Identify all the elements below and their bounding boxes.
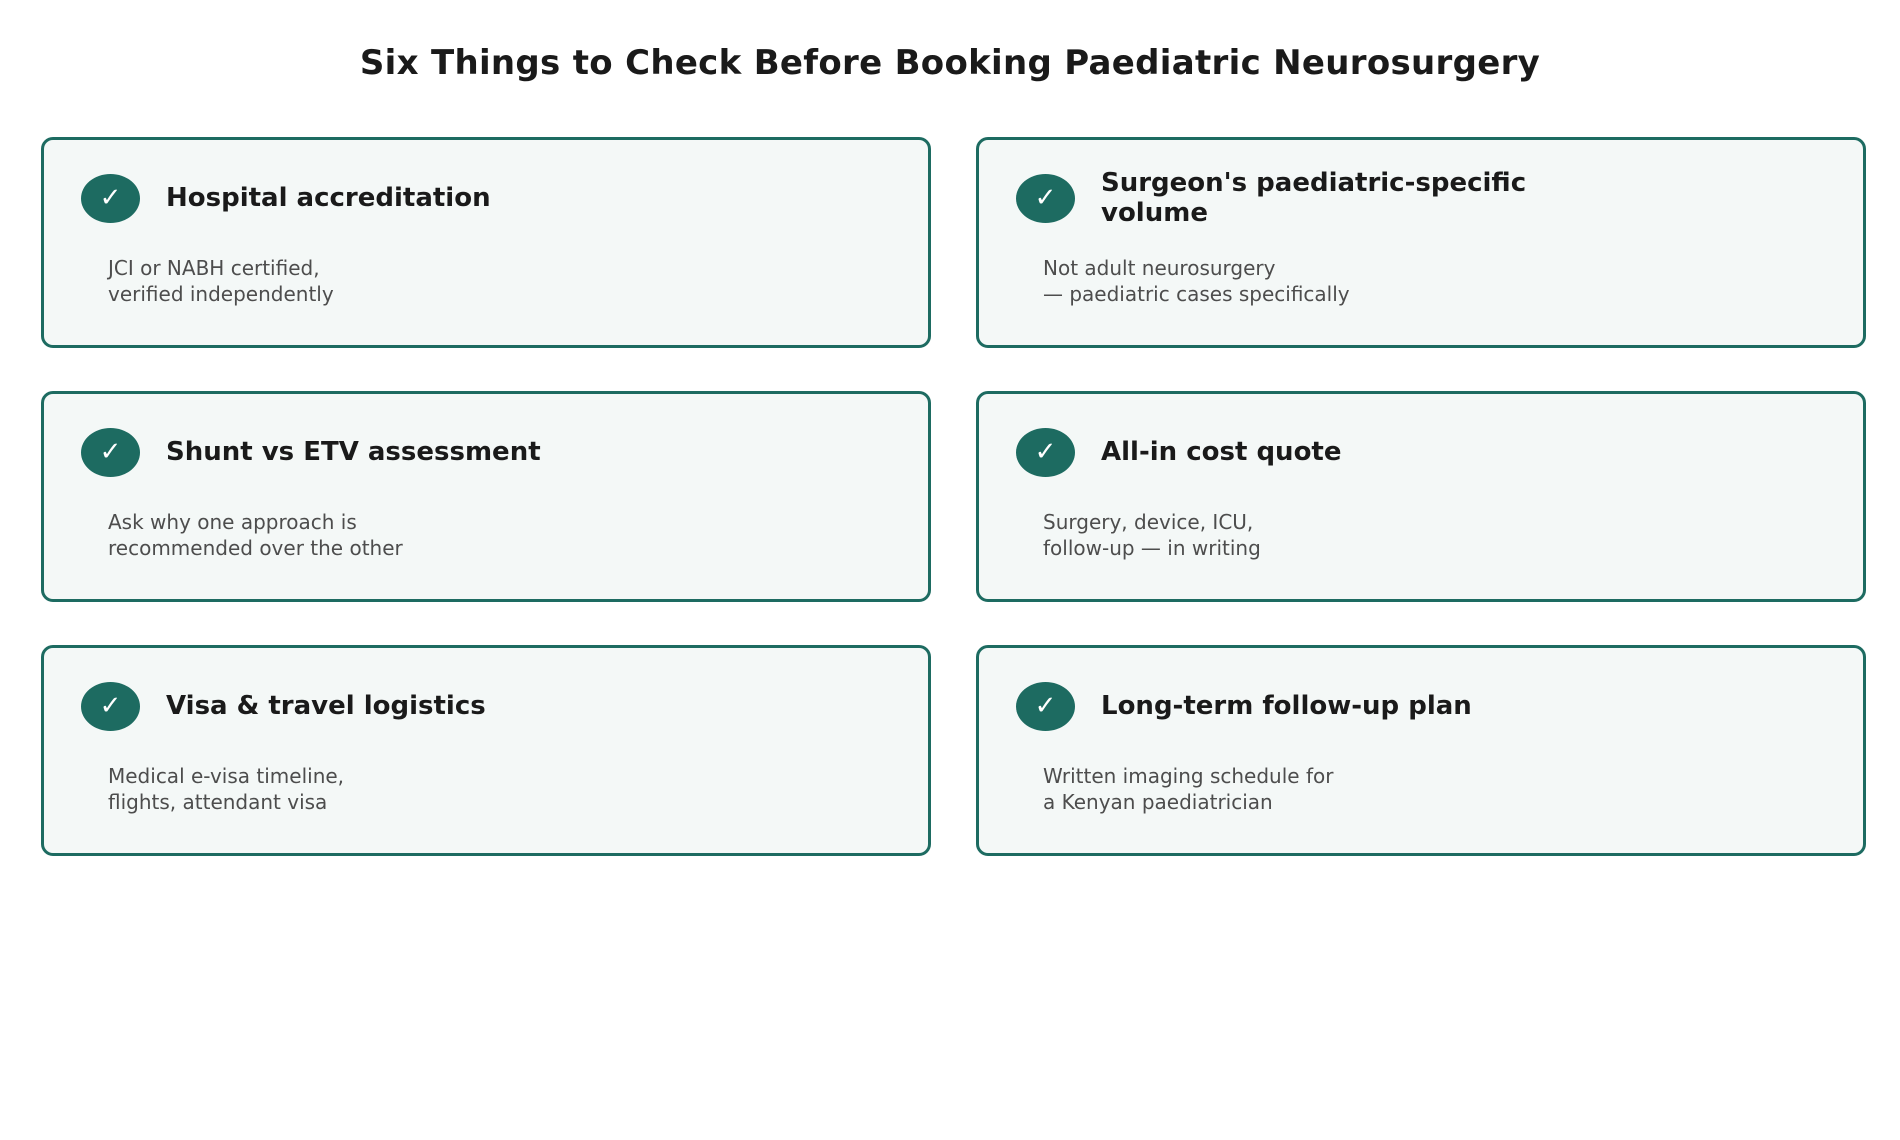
checklist-card-description-line: Medical e-visa timeline,	[108, 764, 345, 788]
check-icon: ✓	[1016, 428, 1075, 477]
checklist-card	[41, 645, 931, 856]
checklist-card-description-line: follow-up — in writing	[1043, 536, 1261, 560]
checklist-card-description	[1043, 255, 1803, 307]
checklist-card	[976, 391, 1866, 602]
checklist-card-description-line: verified independently	[108, 282, 334, 306]
checklist-card-description	[108, 509, 868, 561]
checklist-card	[976, 137, 1866, 348]
checklist-card-title-line: volume	[1101, 198, 1208, 228]
checklist-card-title	[1101, 168, 1821, 228]
check-icon: ✓	[81, 428, 140, 477]
checklist-card-title-line: Surgeon's paediatric-specific	[1101, 168, 1527, 198]
checklist-card-description-line: recommended over the other	[108, 536, 403, 560]
checklist-card-description-line: a Kenyan paediatrician	[1043, 790, 1273, 814]
checklist-card-description-line: Ask why one approach is	[108, 510, 357, 534]
checklist-card-title: Visa & travel logistics	[166, 691, 486, 721]
checklist-card-title: Hospital accreditation	[166, 183, 491, 213]
check-icon: ✓	[1016, 682, 1075, 731]
checklist-card	[976, 645, 1866, 856]
check-icon: ✓	[1016, 174, 1075, 223]
checklist-card	[41, 391, 931, 602]
checklist-card-description	[108, 763, 868, 815]
checklist-card-description-line: JCI or NABH certified,	[108, 256, 320, 280]
checklist-card-description-line: Surgery, device, ICU,	[1043, 510, 1254, 534]
check-icon: ✓	[81, 682, 140, 731]
checklist-card-description	[108, 255, 868, 307]
checklist-card-description-line: Written imaging schedule for	[1043, 764, 1334, 788]
checklist-card	[41, 137, 931, 348]
checklist-card-title: Shunt vs ETV assessment	[166, 437, 541, 467]
checklist-card-description-line: flights, attendant visa	[108, 790, 328, 814]
checklist-card-title: All-in cost quote	[1101, 437, 1342, 467]
check-icon: ✓	[81, 174, 140, 223]
checklist-card-description	[1043, 763, 1803, 815]
checklist-card-description-line: Not adult neurosurgery	[1043, 256, 1276, 280]
checklist-card-description	[1043, 509, 1803, 561]
checklist-card-title: Long-term follow-up plan	[1101, 691, 1472, 721]
page-title: Six Things to Check Before Booking Paediatric Neurosurgery	[359, 43, 1541, 83]
checklist-card-description-line: — paediatric cases specifically	[1043, 282, 1350, 306]
